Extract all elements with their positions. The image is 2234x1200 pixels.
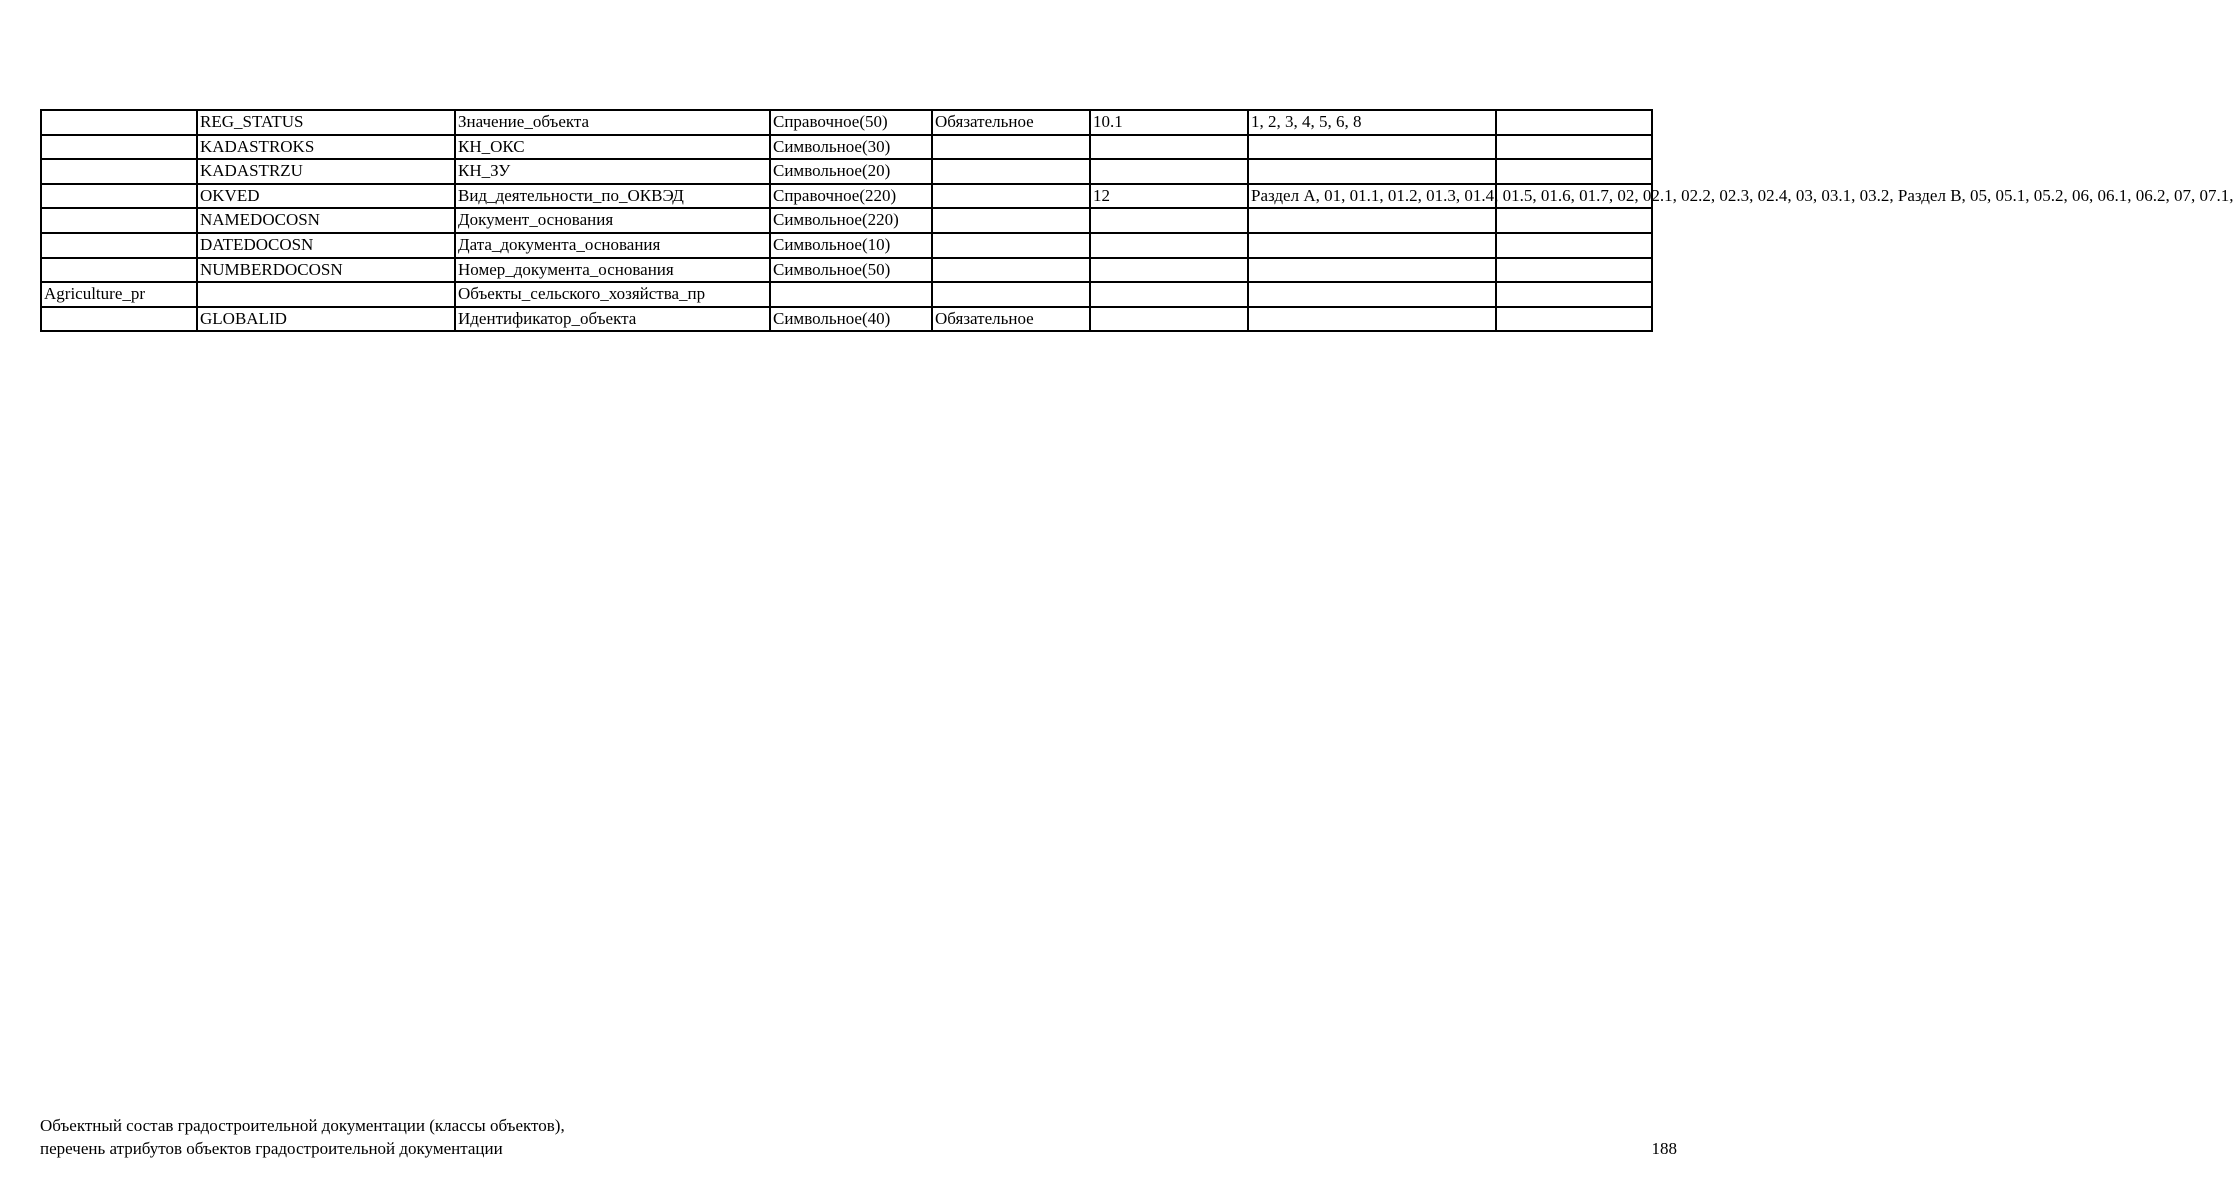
field-name-cell: OKVED: [197, 184, 455, 209]
footer-line-2: перечень атрибутов объектов градостроительной документации: [40, 1139, 503, 1158]
class-cell: [41, 135, 197, 160]
class-cell: [41, 233, 197, 258]
field-type-cell: Символьное(40): [770, 307, 932, 332]
required-cell: [932, 233, 1090, 258]
reference-cell: [1090, 258, 1248, 283]
field-name-cell: REG_STATUS: [197, 110, 455, 135]
note-cell: [1496, 233, 1652, 258]
reference-cell: 10.1: [1090, 110, 1248, 135]
field-name-cell: NAMEDOCOSN: [197, 208, 455, 233]
class-cell: Agriculture_pr: [41, 282, 197, 307]
page-number: 188: [1651, 1139, 1677, 1158]
required-cell: [932, 135, 1090, 160]
class-cell: [41, 307, 197, 332]
field-type-cell: Справочное(220): [770, 184, 932, 209]
table-row: [41, 159, 1652, 184]
reference-cell: [1090, 282, 1248, 307]
field-alias-cell: Номер_документа_основания: [455, 258, 770, 283]
table-row: [41, 282, 1652, 307]
attributes-table: [40, 109, 2234, 332]
field-type-cell: Символьное(10): [770, 233, 932, 258]
class-cell: [41, 208, 197, 233]
field-alias-cell: Вид_деятельности_по_ОКВЭД: [455, 184, 770, 209]
class-cell: [41, 258, 197, 283]
field-alias-cell: КН_ОКС: [455, 135, 770, 160]
required-cell: [932, 282, 1090, 307]
required-cell: [932, 258, 1090, 283]
field-name-cell: [197, 282, 455, 307]
required-cell: [932, 159, 1090, 184]
required-cell: [932, 184, 1090, 209]
table-row: [41, 208, 1652, 233]
field-name-cell: NUMBERDOCOSN: [197, 258, 455, 283]
field-alias-cell: Объекты_сельского_хозяйства_пр: [455, 282, 770, 307]
field-name-cell: KADASTROKS: [197, 135, 455, 160]
reference-cell: [1090, 233, 1248, 258]
reference-cell: [1090, 208, 1248, 233]
values-cell: Раздел A, 01, 01.1, 01.2, 01.3, 01.4, 01.5, 01.6, 01.7, 02, 02.1, 02.2, 02.3, 02.4, 03, 03.1, 03.2, Раздел B, 05, 05.1, 05.2, 06, 06.1, 06.2, 07, 07.1,: [1248, 184, 1496, 209]
values-cell: [1248, 282, 1496, 307]
required-cell: [932, 208, 1090, 233]
note-cell: [1496, 110, 1652, 135]
field-name-cell: DATEDOCOSN: [197, 233, 455, 258]
field-type-cell: Символьное(30): [770, 135, 932, 160]
table-row: [41, 110, 1652, 135]
reference-cell: 12: [1090, 184, 1248, 209]
field-type-cell: Символьное(50): [770, 258, 932, 283]
note-cell: [1496, 282, 1652, 307]
required-cell: Обязательное: [932, 307, 1090, 332]
table-row: [41, 135, 1652, 160]
table-row: [41, 233, 1652, 258]
field-alias-cell: КН_ЗУ: [455, 159, 770, 184]
class-cell: [41, 184, 197, 209]
footer-line-1: Объектный состав градостроительной документации (классы объектов),: [40, 1116, 565, 1135]
reference-cell: [1090, 159, 1248, 184]
table-row: [41, 307, 1652, 332]
values-cell: [1248, 307, 1496, 332]
field-type-cell: Справочное(50): [770, 110, 932, 135]
values-cell: 1, 2, 3, 4, 5, 6, 8: [1248, 110, 1496, 135]
note-cell: [1496, 208, 1652, 233]
values-cell: [1248, 208, 1496, 233]
field-type-cell: [770, 282, 932, 307]
table-body: [41, 110, 2234, 331]
reference-cell: [1090, 307, 1248, 332]
required-cell: Обязательное: [932, 110, 1090, 135]
reference-cell: [1090, 135, 1248, 160]
values-cell: [1248, 233, 1496, 258]
field-alias-cell: Значение_объекта: [455, 110, 770, 135]
note-cell: [1496, 307, 1652, 332]
note-cell: [1496, 135, 1652, 160]
field-alias-cell: Идентификатор_объекта: [455, 307, 770, 332]
field-name-cell: KADASTRZU: [197, 159, 455, 184]
note-cell: [1496, 159, 1652, 184]
field-type-cell: Символьное(220): [770, 208, 932, 233]
field-alias-cell: Дата_документа_основания: [455, 233, 770, 258]
field-alias-cell: Документ_основания: [455, 208, 770, 233]
values-cell: [1248, 159, 1496, 184]
class-cell: [41, 159, 197, 184]
table-row: [41, 258, 1652, 283]
document-footer: [40, 1114, 940, 1160]
class-cell: [41, 110, 197, 135]
field-type-cell: Символьное(20): [770, 159, 932, 184]
note-cell: [1496, 258, 1652, 283]
values-cell: [1248, 135, 1496, 160]
values-cell: [1248, 258, 1496, 283]
field-name-cell: GLOBALID: [197, 307, 455, 332]
table-row: [41, 184, 1652, 209]
